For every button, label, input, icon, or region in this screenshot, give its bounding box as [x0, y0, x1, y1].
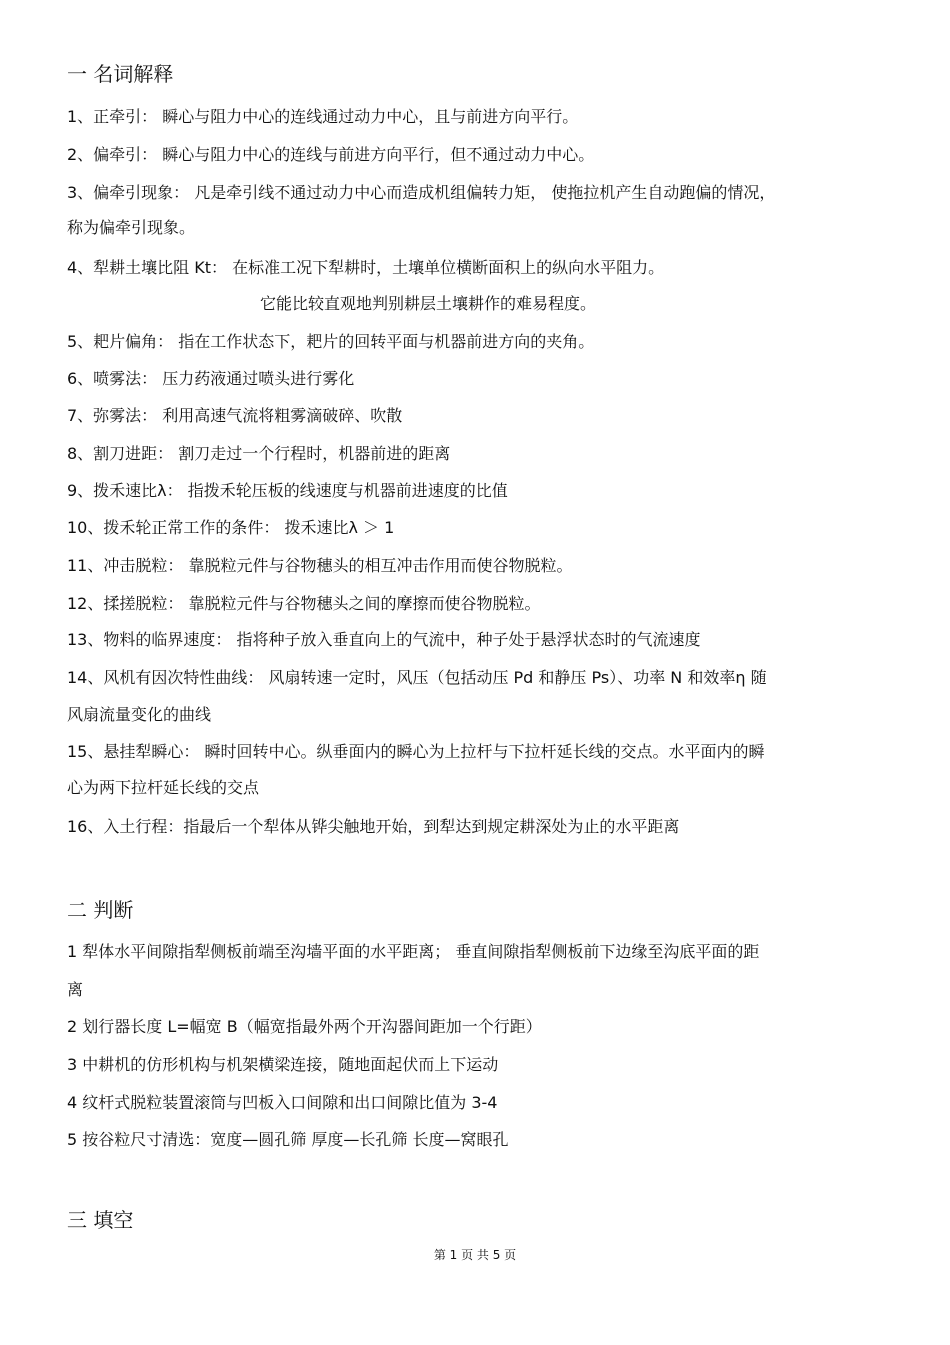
definition-line: 16、入土行程：指最后一个犁体从铧尖触地开始，到犁达到规定耕深处为止的水平距离	[67, 817, 680, 836]
section-title-fill-in: 三 填空	[67, 1208, 134, 1232]
page-number-footer: 第 1 页 共 5 页	[433, 1248, 517, 1262]
definition-line: 14、风机有因次特性曲线： 风扇转速一定时，风压（包括动压 Pd 和静压 Ps）、功率 N 和效率η 随	[67, 668, 767, 687]
definition-line: 13、物料的临界速度： 指将种子放入垂直向上的气流中，种子处于悬浮状态时的气流速度	[67, 630, 701, 649]
judgement-line: 1 犁体水平间隙指犁侧板前端至沟墙平面的水平距离； 垂直间隙指犁侧板前下边缘至沟底平面的距	[67, 942, 760, 961]
definition-line: 9、拨禾速比λ： 指拨禾轮压板的线速度与机器前进速度的比值	[67, 481, 508, 500]
definition-line: 1、正牵引： 瞬心与阻力中心的连线通过动力中心，且与前进方向平行。	[67, 107, 579, 126]
definition-line: 称为偏牵引现象。	[67, 218, 196, 237]
definition-line: 15、悬挂犁瞬心： 瞬时回转中心。纵垂面内的瞬心为上拉杆与下拉杆延长线的交点。水平面内的瞬	[67, 742, 765, 761]
definition-line: 7、弥雾法： 利用高速气流将粗雾滴破碎、吹散	[67, 406, 403, 425]
judgement-line: 2 划行器长度 L=幅宽 B（幅宽指最外两个开沟器间距加一个行距）	[67, 1017, 542, 1036]
definition-line: 5、耙片偏角： 指在工作状态下，耙片的回转平面与机器前进方向的夹角。	[67, 332, 595, 351]
section-title-definitions: 一 名词解释	[67, 62, 174, 86]
definition-line: 它能比较直观地判别耕层土壤耕作的难易程度。	[260, 294, 597, 313]
definition-line: 风扇流量变化的曲线	[67, 705, 212, 724]
definition-line: 10、拨禾轮正常工作的条件： 拨禾速比λ ＞ 1	[67, 518, 395, 537]
section-title-judgement: 二 判断	[67, 898, 134, 922]
definition-line: 2、偏牵引： 瞬心与阻力中心的连线与前进方向平行，但不通过动力中心。	[67, 145, 595, 164]
definition-line: 11、冲击脱粒： 靠脱粒元件与谷物穗头的相互冲击作用而使谷物脱粒。	[67, 556, 573, 575]
judgement-line: 4 纹杆式脱粒装置滚筒与凹板入口间隙和出口间隙比值为 3-4	[67, 1093, 498, 1112]
definition-line: 8、割刀进距： 割刀走过一个行程时，机器前进的距离	[67, 444, 451, 463]
judgement-line: 3 中耕机的仿形机构与机架横梁连接，随地面起伏而上下运动	[67, 1055, 499, 1074]
judgement-line: 5 按谷粒尺寸清选：宽度—圆孔筛 厚度—长孔筛 长度—窝眼孔	[67, 1130, 509, 1149]
judgement-line: 离	[67, 980, 84, 999]
definition-line: 3、偏牵引现象： 凡是牵引线不通过动力中心而造成机组偏转力矩， 使拖拉机产生自动跑偏的情况，	[67, 183, 776, 202]
definition-line: 6、喷雾法： 压力药液通过喷头进行雾化	[67, 369, 355, 388]
definition-line: 12、揉搓脱粒： 靠脱粒元件与谷物穗头之间的摩擦而使谷物脱粒。	[67, 594, 541, 613]
definition-line: 心为两下拉杆延长线的交点	[67, 778, 260, 797]
definition-line: 4、犁耕土壤比阻 Kt： 在标准工况下犁耕时，土壤单位横断面积上的纵向水平阻力。	[67, 258, 665, 277]
